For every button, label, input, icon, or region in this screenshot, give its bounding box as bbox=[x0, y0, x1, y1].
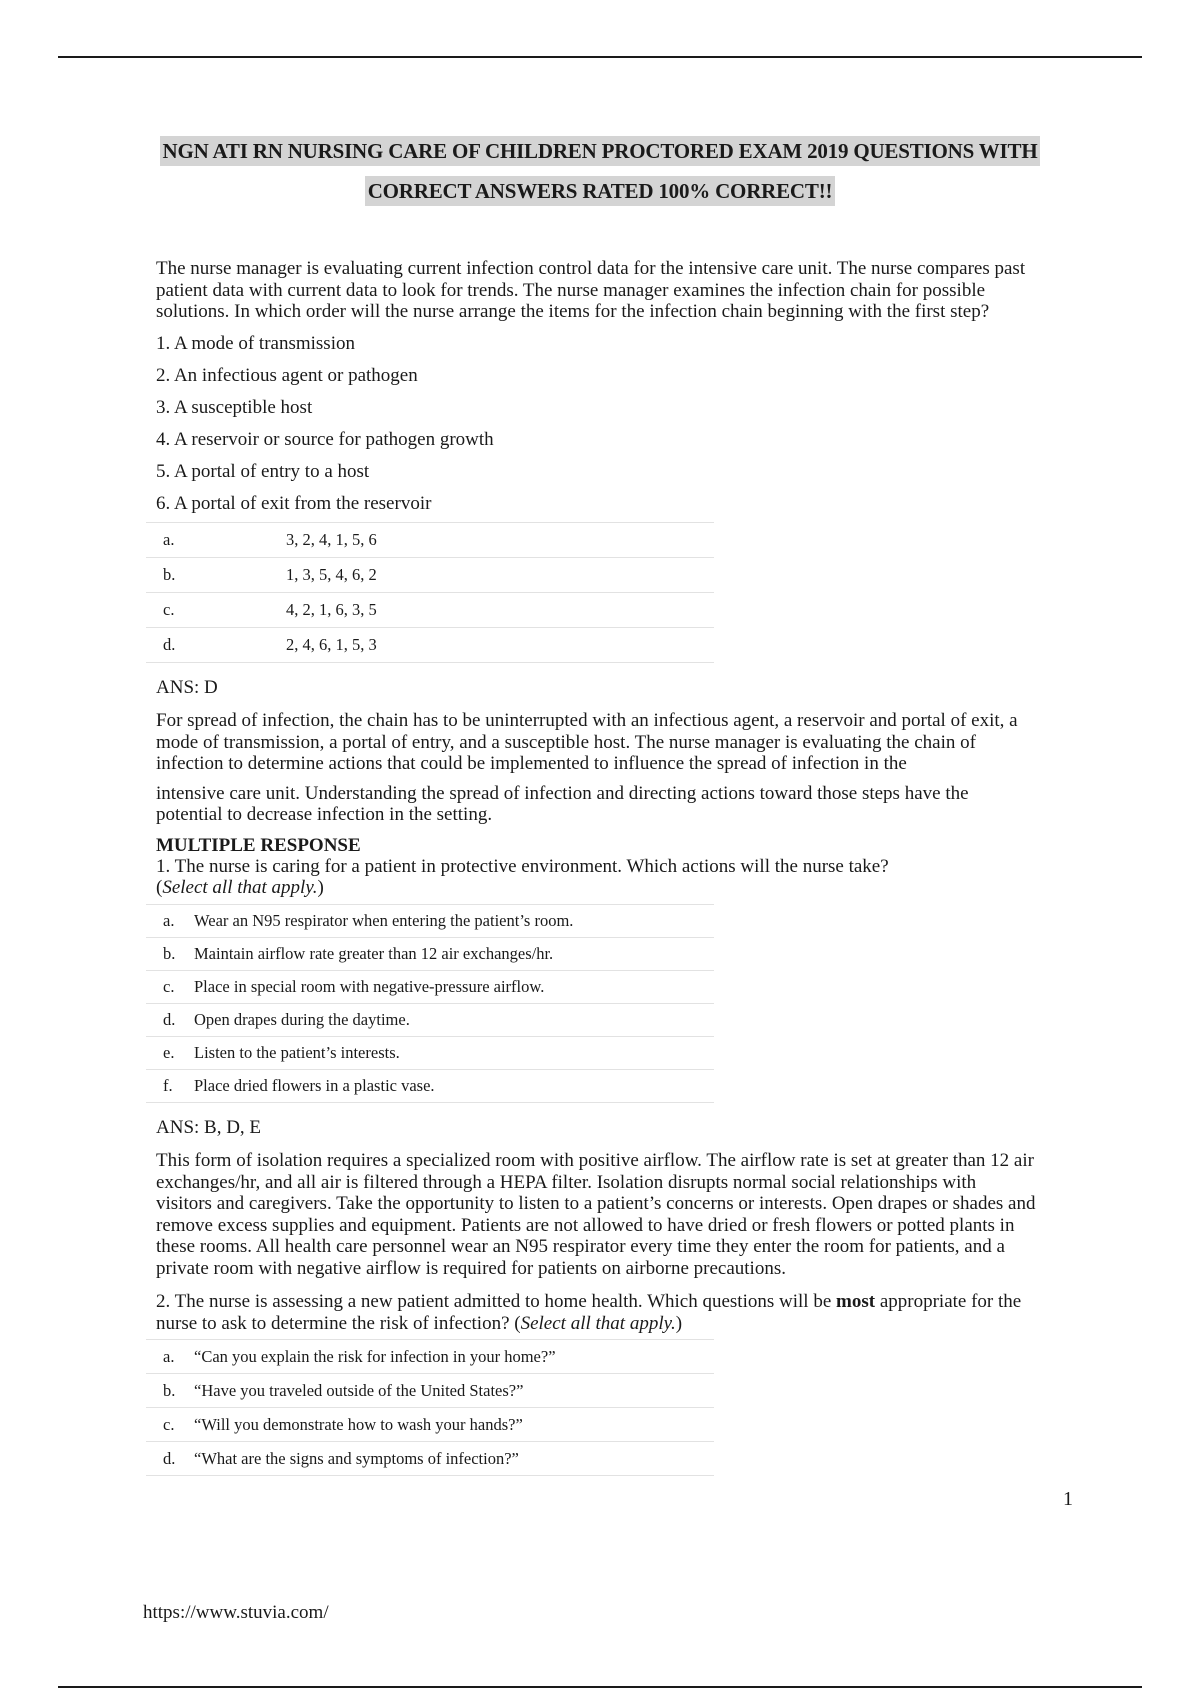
q0-item: 1. A mode of transmission bbox=[156, 332, 355, 354]
title-line-1: NGN ATI RN NURSING CARE OF CHILDREN PROCTORED EXAM 2019 QUESTIONS WITH bbox=[160, 136, 1041, 166]
q2-option bbox=[146, 1408, 714, 1442]
option-letter: d. bbox=[163, 1448, 176, 1468]
option-letter: a. bbox=[163, 1346, 175, 1366]
option-letter: e. bbox=[163, 1042, 175, 1062]
q2-stem-text-continued: appropriate for the nurse to ask to determine the risk of infection? ( bbox=[156, 1291, 1022, 1334]
q0-item: 5. A portal of entry to a host bbox=[156, 460, 370, 482]
option-text: Listen to the patient’s interests. bbox=[194, 1042, 400, 1062]
option-text: 3, 2, 4, 1, 5, 6 bbox=[286, 529, 377, 549]
q2-stem bbox=[156, 1291, 1036, 1334]
option-letter: f. bbox=[163, 1075, 173, 1095]
document-title bbox=[0, 136, 1200, 206]
q0-stem: The nurse manager is evaluating current infection control data for the intensive care unit. The nurse compares past patient data with current data to look for trends. The nurse manager examines the infection chain for possible solutions. In which order will the nurse arrange the items for the infection chain beginning with the first step? bbox=[156, 258, 1026, 322]
q2-option bbox=[146, 1374, 714, 1408]
option-letter: b. bbox=[163, 943, 176, 963]
top-rule bbox=[58, 56, 1142, 58]
q1-option bbox=[146, 938, 714, 971]
q1-option bbox=[146, 905, 714, 938]
q1-stem bbox=[156, 856, 1036, 899]
option-text: 2, 4, 6, 1, 5, 3 bbox=[286, 634, 377, 654]
bottom-rule bbox=[58, 1686, 1142, 1688]
q1-option bbox=[146, 971, 714, 1004]
q0-item: 3. A susceptible host bbox=[156, 396, 313, 418]
q0-option bbox=[146, 558, 714, 593]
section-heading: MULTIPLE RESPONSE bbox=[156, 834, 361, 856]
q0-option bbox=[146, 593, 714, 628]
q0-rationale-part-2: intensive care unit. Understanding the spread of infection and directing actions toward those steps have the potential to decrease infection in the setting. bbox=[156, 782, 969, 825]
q1-answer: ANS: B, D, E bbox=[156, 1116, 262, 1138]
q0-item: 2. An infectious agent or pathogen bbox=[156, 364, 418, 386]
q0-item: 4. A reservoir or source for pathogen growth bbox=[156, 428, 494, 450]
option-text: “What are the signs and symptoms of infection?” bbox=[194, 1448, 519, 1468]
q1-rationale: This form of isolation requires a specialized room with positive airflow. The airflow rate is set at greater than 12 air exchanges/hr, and all air is filtered through a HEPA filter. Isolation disrupts normal social relationships with visitors and caregivers. Take the opportunity to listen to a patient’s concerns or interests. Open drapes or shades and remove excess supplies and equipment. Patients are not allowed to have dried or fresh flowers or potted plants in these rooms. All health care personnel wear an N95 respirator every time they enter the room for patients, and a private room with negative airflow is required for patients on airborne precautions. bbox=[156, 1150, 1036, 1279]
q2-stem-emphasis: most bbox=[836, 1291, 876, 1312]
q0-options-table bbox=[146, 522, 714, 663]
q1-stem-text: 1. The nurse is caring for a patient in protective environment. Which actions will the nurse take? bbox=[156, 855, 889, 877]
q1-instruction-open: ( bbox=[156, 877, 163, 898]
option-letter: d. bbox=[163, 1009, 176, 1029]
q2-option bbox=[146, 1340, 714, 1374]
option-letter: d. bbox=[163, 634, 176, 654]
option-text: Maintain airflow rate greater than 12 air exchanges/hr. bbox=[194, 943, 554, 963]
q1-option bbox=[146, 1004, 714, 1037]
q0-answer: ANS: D bbox=[156, 676, 218, 698]
q0-item: 6. A portal of exit from the reservoir bbox=[156, 492, 432, 514]
q0-rationale-part-1: For spread of infection, the chain has to be uninterrupted with an infectious agent, a reservoir and portal of exit, a mode of transmission, a portal of entry, and a susceptible host. The nurse manager is evaluating the chain of infection to determine actions that could be implemented to influence the spread of infection in the bbox=[156, 710, 1018, 774]
q2-options-table bbox=[146, 1339, 714, 1476]
option-text: 4, 2, 1, 6, 3, 5 bbox=[286, 599, 377, 619]
q2-instruction: Select all that apply. bbox=[520, 1312, 676, 1334]
q2-stem-text: 2. The nurse is assessing a new patient admitted to home health. Which questions will be bbox=[156, 1291, 832, 1312]
q2-instruction-close: ) bbox=[675, 1312, 683, 1334]
q0-item-list bbox=[156, 333, 1036, 514]
option-text: Wear an N95 respirator when entering the patient’s room. bbox=[194, 910, 574, 930]
q1-instruction: Select all that apply. bbox=[162, 877, 318, 898]
option-letter: c. bbox=[163, 599, 175, 619]
option-letter: c. bbox=[163, 1414, 175, 1434]
option-letter: c. bbox=[163, 976, 175, 996]
option-letter: a. bbox=[163, 910, 175, 930]
option-text: 1, 3, 5, 4, 6, 2 bbox=[286, 564, 377, 584]
q2-option bbox=[146, 1442, 714, 1476]
page-number: 1 bbox=[1063, 1488, 1073, 1510]
option-letter: a. bbox=[163, 529, 175, 549]
q1-option bbox=[146, 1037, 714, 1070]
q1-option bbox=[146, 1070, 714, 1103]
footer-url[interactable]: https://www.stuvia.com/ bbox=[143, 1602, 329, 1623]
q1-options-table bbox=[146, 904, 714, 1103]
option-text: “Will you demonstrate how to wash your hands?” bbox=[194, 1414, 523, 1434]
option-text: “Can you explain the risk for infection in your home?” bbox=[194, 1346, 556, 1366]
q0-option bbox=[146, 628, 714, 663]
option-text: Place in special room with negative-pressure airflow. bbox=[194, 976, 545, 996]
option-letter: b. bbox=[163, 1380, 176, 1400]
q0-option bbox=[146, 523, 714, 558]
option-text: Open drapes during the daytime. bbox=[194, 1009, 410, 1029]
option-text: “Have you traveled outside of the United States?” bbox=[194, 1380, 524, 1400]
option-letter: b. bbox=[163, 564, 176, 584]
document-body bbox=[156, 258, 1036, 1476]
option-text: Place dried flowers in a plastic vase. bbox=[194, 1075, 435, 1095]
q1-instruction-close: ) bbox=[317, 877, 324, 898]
title-line-2: CORRECT ANSWERS RATED 100% CORRECT!! bbox=[365, 176, 836, 206]
